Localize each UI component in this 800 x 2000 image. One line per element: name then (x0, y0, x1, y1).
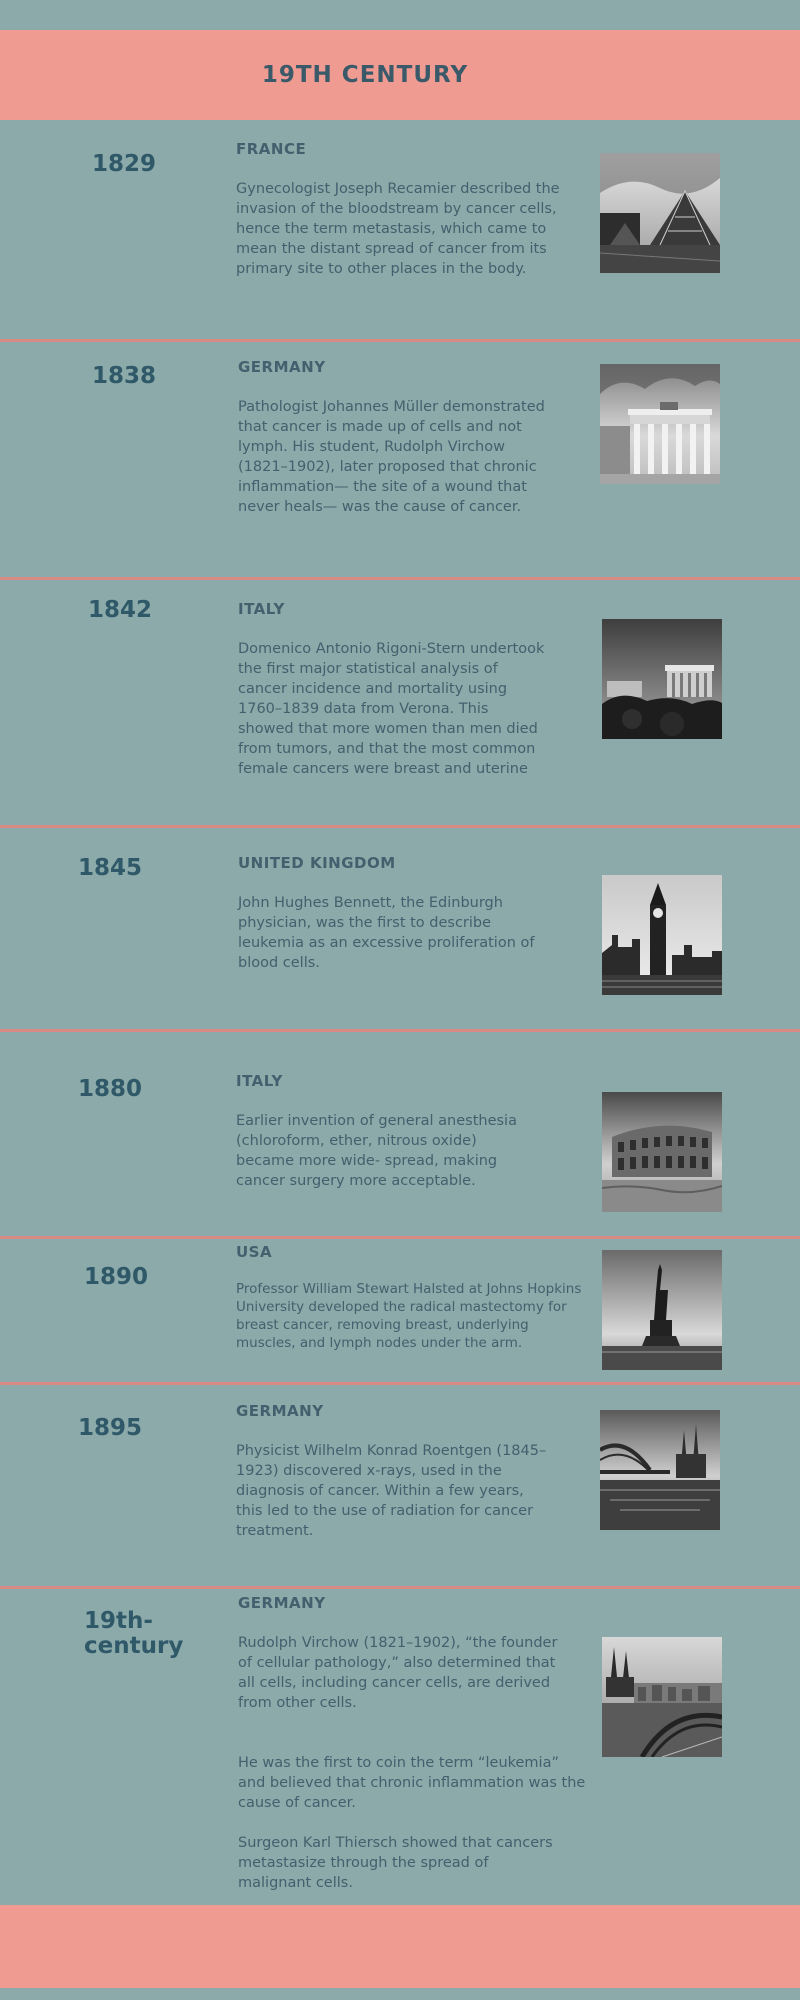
section-divider (0, 1029, 800, 1032)
section-divider (0, 1236, 800, 1239)
big-ben-photo (602, 875, 722, 995)
section-divider (0, 1382, 800, 1385)
section-divider (0, 577, 800, 580)
section-divider (0, 825, 800, 828)
entry-year: 1880 (78, 1076, 143, 1102)
entry-description: Physicist Wilhelm Konrad Roentgen (1845–1923) discovered x-rays, used in the diagnosis of cancer. Within a few years, this led to the use of radiation for cancer treatment. (236, 1443, 547, 1539)
section-divider (0, 339, 800, 342)
section-divider (0, 1586, 800, 1589)
entry-country: USA (236, 1243, 273, 1261)
entry-description: Gynecologist Joseph Recamier described the invasion of the bloodstream by cancer cells, hence the term metastasis, which came to mean the distant spread of cancer from its primary site to other places in the body. (236, 181, 560, 277)
entry-year: 1829 (92, 151, 157, 177)
entry-country: GERMANY (238, 358, 326, 376)
entry-description: Professor William Stewart Halsted at Johns Hopkins University developed the radical mastectomy for breast cancer, removing breast, underlying muscles, and lymph nodes under the arm. (236, 1281, 582, 1351)
entry-paragraph: Rudolph Virchow (1821–1902), “the founder of cellular pathology,” also determined that all cells, including cancer cells, are derived from other cells. (238, 1635, 558, 1711)
entry-year: 1895 (78, 1415, 143, 1441)
brandenburg-gate-photo (600, 364, 720, 484)
cologne-bridge-photo (600, 1410, 720, 1530)
entry-country: GERMANY (238, 1594, 326, 1612)
entry-year: 1842 (88, 597, 153, 623)
entry-paragraph: Surgeon Karl Thiersch showed that cancers metastasize through the spread of malignant cells. (238, 1835, 553, 1891)
entry-country: GERMANY (236, 1402, 324, 1420)
entry-description: Pathologist Johannes Müller demonstrated that cancer is made up of cells and not lymph. His student, Rudolph Virchow (1821–1902), later proposed that chronic inflammation— the site of a wound that never heals— was the cause of cancer. (238, 399, 545, 515)
entry-paragraph: He was the first to coin the term “leukemia” and believed that chronic inflammation was the cause of cancer. (238, 1755, 586, 1811)
cologne-city-photo (602, 1637, 722, 1757)
footer-banner (0, 1905, 800, 1988)
acropolis-ruins-photo (602, 619, 722, 739)
entry-country: FRANCE (236, 140, 307, 158)
statue-of-liberty-photo (602, 1250, 722, 1370)
entry-year: 1845 (78, 855, 143, 881)
entry-country: ITALY (236, 1072, 283, 1090)
entry-description: John Hughes Bennett, the Edinburgh physician, was the first to describe leukemia as an excessive proliferation of blood cells. (238, 895, 535, 971)
entry-description: Earlier invention of general anesthesia (chloroform, ether, nitrous oxide) became more wide- spread, making cancer surgery more acceptable. (236, 1113, 517, 1189)
colosseum-photo (602, 1092, 722, 1212)
entry-description: Domenico Antonio Rigoni-Stern undertook the first major statistical analysis of cancer incidence and mortality using 1760–1839 data from Verona. This showed that more women than men died from tumors, and that the most common female cancers were breast and uterine (238, 641, 545, 777)
page-title: 19TH CENTURY (261, 62, 469, 88)
entry-year: 19th- century (84, 1608, 184, 1659)
entry-year: 1890 (84, 1264, 149, 1290)
entry-country: ITALY (238, 600, 285, 618)
entry-country: UNITED KINGDOM (238, 854, 396, 872)
louvre-pyramid-photo (600, 153, 720, 273)
entry-year: 1838 (92, 363, 157, 389)
